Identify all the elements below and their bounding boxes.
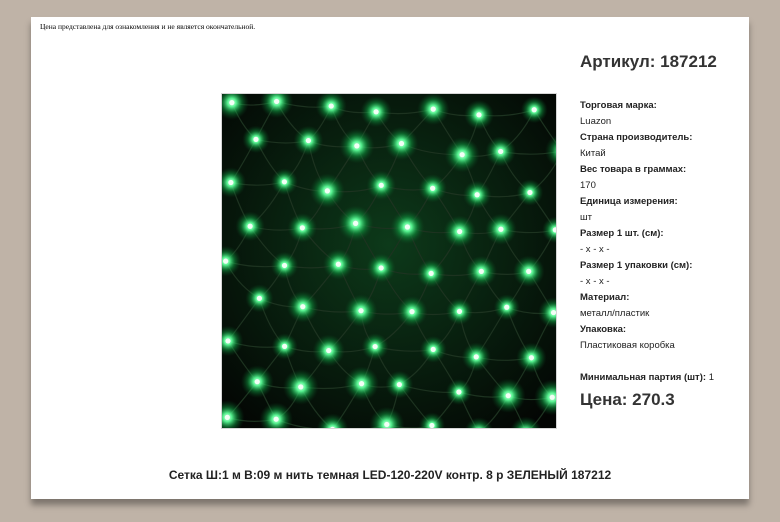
- article-number: Артикул: 187212: [580, 52, 717, 71]
- spec-country: [580, 130, 745, 162]
- price: Цена: 270.3: [580, 390, 675, 409]
- led-bulb: [274, 417, 279, 422]
- led-bulb: [353, 221, 358, 226]
- spec-brand: [580, 98, 745, 130]
- spec-value: - x - x -: [580, 276, 610, 287]
- spec-label: Вес товара в граммах:: [580, 164, 687, 175]
- led-bulb: [325, 188, 330, 193]
- led-bulb: [550, 395, 555, 400]
- spec-label: Упаковка:: [580, 324, 627, 335]
- led-bulb: [431, 347, 436, 352]
- led-bulb: [300, 225, 305, 230]
- spec-label: Размер 1 упаковки (см):: [580, 260, 693, 271]
- led-bulb: [229, 100, 234, 105]
- spec-value: Luazon: [580, 116, 612, 127]
- led-bulb: [225, 338, 230, 343]
- led-bulb: [306, 138, 311, 143]
- led-bulb: [228, 180, 233, 185]
- min-order-label: Минимальная партия (шт):: [580, 372, 707, 383]
- led-bulb: [274, 99, 279, 104]
- spec-label: Страна производитель:: [580, 132, 693, 143]
- led-bulb: [298, 384, 303, 389]
- led-bulb: [379, 183, 384, 188]
- led-bulb: [255, 379, 260, 384]
- led-bulb: [282, 179, 287, 184]
- led-bulb: [475, 192, 480, 197]
- led-bulb: [282, 263, 287, 268]
- spec-value: Пластиковая коробка: [580, 340, 675, 351]
- led-bulb: [527, 190, 532, 195]
- spec-material: [580, 290, 745, 322]
- led-bulb: [379, 265, 384, 270]
- led-bulb: [429, 271, 434, 276]
- led-bulb: [476, 112, 481, 117]
- spec-value: металл/пластик: [580, 308, 650, 319]
- led-bulb: [282, 344, 287, 349]
- price-disclaimer: Цена представлена для ознакомления и не является окончательной.: [40, 22, 256, 31]
- product-photo: [221, 93, 557, 429]
- led-bulb: [460, 152, 465, 157]
- spec-label: Материал:: [580, 292, 630, 303]
- spec-label: Единица измерения:: [580, 196, 678, 207]
- spec-label: Торговая марка:: [580, 100, 657, 111]
- led-bulb: [225, 415, 230, 420]
- led-bulb: [506, 393, 511, 398]
- product-title: Сетка Ш:1 м В:09 м нить темная LED-120-220V контр. 8 р ЗЕЛЕНЫЙ 187212: [168, 468, 612, 482]
- led-bulb: [457, 229, 462, 234]
- led-bulb: [409, 309, 414, 314]
- spec-value: 170: [580, 180, 596, 191]
- led-bulb: [479, 269, 484, 274]
- led-bulb: [329, 103, 334, 108]
- spec-value: шт: [580, 212, 592, 223]
- spec-list: [580, 98, 745, 354]
- led-bulb: [431, 107, 436, 112]
- led-bulb: [248, 224, 253, 229]
- led-bulb: [526, 269, 531, 274]
- led-bulb: [358, 308, 363, 313]
- led-bulb: [474, 354, 479, 359]
- led-bulb: [359, 381, 364, 386]
- led-bulb: [532, 107, 537, 112]
- led-bulb: [430, 186, 435, 191]
- led-net-image: [222, 94, 556, 428]
- led-bulb: [498, 227, 503, 232]
- spec-label: Размер 1 шт. (см):: [580, 228, 664, 239]
- led-bulb: [326, 348, 331, 353]
- led-bulb: [429, 423, 434, 428]
- spec-unit: [580, 194, 745, 226]
- min-order-value: 1: [708, 372, 714, 383]
- led-bulb: [253, 137, 258, 142]
- min-order: [580, 372, 714, 383]
- led-bulb: [372, 344, 377, 349]
- product-sheet: [31, 17, 749, 499]
- led-bulb: [354, 143, 359, 148]
- led-bulb: [336, 262, 341, 267]
- led-bulb: [300, 304, 305, 309]
- led-bulb: [257, 296, 262, 301]
- led-bulb: [405, 224, 410, 229]
- spec-value: Китай: [580, 148, 606, 159]
- spec-packaging: [580, 322, 745, 354]
- led-bulb: [384, 422, 389, 427]
- spec-weight: [580, 162, 745, 194]
- led-bulb: [456, 389, 461, 394]
- led-bulb: [504, 305, 509, 310]
- led-bulb: [373, 109, 378, 114]
- spec-package-size: [580, 258, 745, 290]
- led-bulb: [457, 309, 462, 314]
- spec-item-size: [580, 226, 745, 258]
- spec-value: - x - x -: [580, 244, 610, 255]
- led-bulb: [397, 382, 402, 387]
- led-bulb: [223, 259, 228, 264]
- led-bulb: [498, 149, 503, 154]
- led-bulb: [399, 141, 404, 146]
- led-bulb: [529, 355, 534, 360]
- led-bulb: [551, 310, 556, 315]
